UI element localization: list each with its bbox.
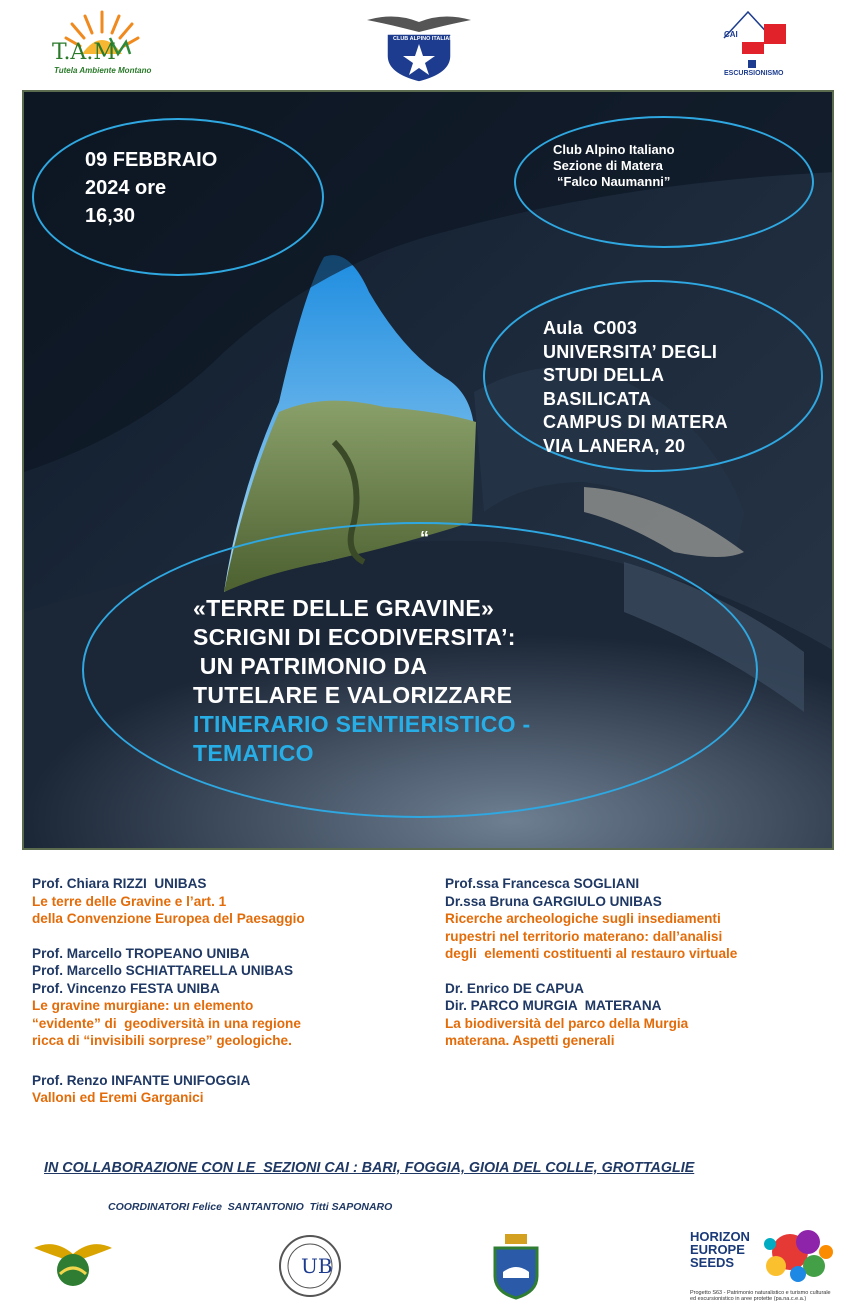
date-line-1: 09 FEBBRAIO <box>85 149 218 171</box>
collaboration-note: IN COLLABORAZIONE CON LE SEZIONI CAI : BARI, FOGGIA, GIOIA DEL COLLE, GROTTAGLIE <box>44 1160 695 1176</box>
speaker-name: Prof. Renzo INFANTE UNIFOGGIA <box>32 1072 251 1088</box>
venue-line-5: CAMPUS DI MATERA <box>543 412 728 432</box>
title-line-1: «TERRE DELLE GRAVINE» <box>193 595 495 621</box>
title-line-2: SCRIGNI DI ECODIVERSITA’: <box>193 624 516 650</box>
talk-topic: della Convenzione Europea del Paesaggio <box>32 911 305 926</box>
unibas-seal-logo <box>275 1234 345 1298</box>
talk-topic: “evidente” di geodiversità in una regione <box>32 1015 301 1031</box>
horizon-line-1: HORIZON <box>690 1229 750 1244</box>
tam-logo <box>52 8 152 80</box>
quote-mark: “ <box>420 528 429 548</box>
venue-line-6: VIA LANERA, 20 <box>543 435 686 456</box>
tam-logo-subtitle: Tutela Ambiente Montano <box>54 66 152 75</box>
event-title <box>193 594 530 768</box>
speaker-name: Prof. Marcello SCHIATTARELLA UNIBAS <box>32 963 294 978</box>
talk-topic: degli elementi costituenti al restauro virtuale <box>445 946 738 961</box>
speaker-name: Prof. Marcello TROPEANO UNIBA <box>32 945 250 961</box>
title-line-3: UN PATRIMONIO DA <box>193 653 428 679</box>
club-info <box>553 142 675 190</box>
venue-line-2: UNIVERSITA’ DEGLI <box>543 341 718 362</box>
speaker-name: Prof. Vincenzo FESTA UNIBA <box>32 980 220 996</box>
event-venue <box>543 317 728 458</box>
coordinators-names: Felice SANTANTONIO Titti SAPONARO <box>189 1201 393 1213</box>
venue-line-3: STUDI DELLA <box>543 365 665 385</box>
date-line-2: 2024 ore <box>85 177 167 199</box>
talk-topic: Valloni ed Eremi Garganici <box>32 1090 204 1105</box>
coordinators <box>108 1201 392 1213</box>
talk-topic: Le gravine murgiane: un elemento <box>32 998 254 1013</box>
speakers-left-column <box>32 875 402 1124</box>
talk-topic: La biodiversità del parco della Murgia <box>445 1015 689 1031</box>
speaker-name: Dir. PARCO MURGIA MATERANA <box>445 998 662 1013</box>
escursionismo-logo <box>720 8 790 80</box>
murgia-park-logo <box>30 1234 116 1294</box>
coordinators-label: COORDINATORI <box>108 1201 190 1213</box>
speakers-right-column <box>445 875 825 1067</box>
matera-coat-of-arms <box>487 1232 545 1300</box>
speaker-name: Dr.ssa Bruna GARGIULO UNIBAS <box>445 893 662 909</box>
title-line-6: TEMATICO <box>193 740 314 766</box>
club-line-2: Sezione di Matera <box>553 158 663 173</box>
speaker-block <box>445 980 825 1050</box>
speaker-block <box>32 1072 402 1107</box>
svg-text:UB: UB <box>301 1254 333 1278</box>
talk-topic: materana. Aspetti generali <box>445 1033 615 1048</box>
horizon-line-2: EUROPE <box>690 1242 745 1257</box>
talk-topic: Le terre delle Gravine e l’art. 1 <box>32 893 227 909</box>
speaker-block <box>445 875 825 963</box>
club-line-3: “Falco Naumanni” <box>557 174 671 189</box>
horizon-project-note: Progetto S63 - Patrimonio naturalistico e turismo culturale ed escursionistico in aree protette (pa.na.c.e.a.) <box>690 1290 831 1302</box>
tam-logo-text: T.A.M <box>52 40 116 65</box>
cai-logo <box>365 10 473 82</box>
cai-logo-text: CLUB ALPINO ITALIANO <box>393 36 458 42</box>
venue-line-1: Aula C003 <box>543 318 638 338</box>
venue-line-4: BASILICATA <box>543 388 652 409</box>
horizon-europe-seeds-logo <box>690 1222 836 1310</box>
title-line-5: ITINERARIO SENTIERISTICO - <box>193 711 531 737</box>
talk-topic: ricca di “invisibili sorprese” geologiche. <box>32 1033 292 1048</box>
date-line-3: 16,30 <box>85 205 136 227</box>
escursionismo-cai-text: CAI <box>724 30 738 39</box>
speaker-block <box>32 945 402 1050</box>
escursionismo-text: ESCURSIONISMO <box>724 70 784 77</box>
talk-topic: rupestri nel territorio materano: dall’analisi <box>445 928 723 944</box>
title-line-4: TUTELARE E VALORIZZARE <box>193 682 513 708</box>
event-date <box>85 146 217 230</box>
speaker-name: Prof.ssa Francesca SOGLIANI <box>445 876 640 891</box>
speaker-block <box>32 875 402 928</box>
talk-topic: Ricerche archeologiche sugli insediamenti <box>445 911 721 926</box>
horizon-line-3: SEEDS <box>690 1255 735 1270</box>
horizon-text <box>690 1230 750 1269</box>
speaker-name: Dr. Enrico DE CAPUA <box>445 980 584 996</box>
club-line-1: Club Alpino Italiano <box>553 142 675 157</box>
speaker-name: Prof. Chiara RIZZI UNIBAS <box>32 876 207 891</box>
